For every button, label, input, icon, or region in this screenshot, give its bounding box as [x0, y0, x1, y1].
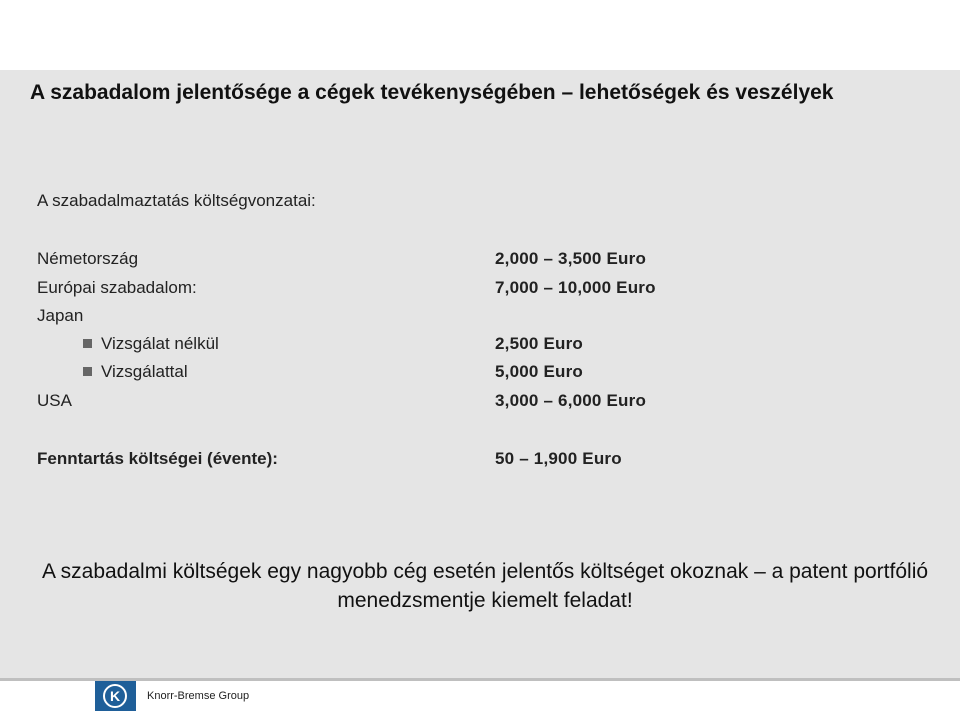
- logo-circle-icon: [103, 684, 127, 708]
- slide-title: A szabadalom jelentősége a cégek tevékenységében – lehetőségek és veszélyek: [30, 81, 834, 104]
- row-value-without-examination: 2,500 Euro: [495, 334, 583, 353]
- square-bullet-icon: [83, 339, 92, 348]
- row-label-germany: Németország: [37, 249, 139, 268]
- row-label-with-examination: Vizsgálattal: [101, 362, 188, 381]
- row-label-maintenance-costs: Fenntartás költségei (évente):: [37, 449, 278, 468]
- row-label-japan: Japan: [37, 306, 84, 325]
- knorr-bremse-logo: [95, 681, 136, 711]
- row-value-germany: 2,000 – 3,500 Euro: [495, 249, 647, 268]
- company-name: Knorr-Bremse Group: [147, 690, 250, 702]
- row-value-with-examination: 5,000 Euro: [495, 362, 583, 381]
- logo-letter: K: [109, 688, 121, 704]
- row-label-european-patent: Európai szabadalom:: [37, 278, 197, 297]
- row-label-usa: USA: [37, 391, 72, 410]
- section-heading: A szabadalmaztatás költségvonzatai:: [37, 191, 316, 210]
- footer: [0, 678, 960, 711]
- row-label-without-examination: Vizsgálat nélkül: [101, 334, 219, 353]
- footer-divider: [0, 678, 960, 681]
- conclusion-text: A szabadalmi költségek egy nagyobb cég esetén jelentős költséget okoznak – a patent portfólió menedzsmentje kiemelt feladat!: [41, 560, 929, 612]
- square-bullet-icon: [83, 367, 92, 376]
- row-value-usa: 3,000 – 6,000 Euro: [495, 391, 647, 410]
- row-value-european-patent: 7,000 – 10,000 Euro: [495, 278, 656, 297]
- row-value-maintenance-costs: 50 – 1,900 Euro: [495, 449, 622, 468]
